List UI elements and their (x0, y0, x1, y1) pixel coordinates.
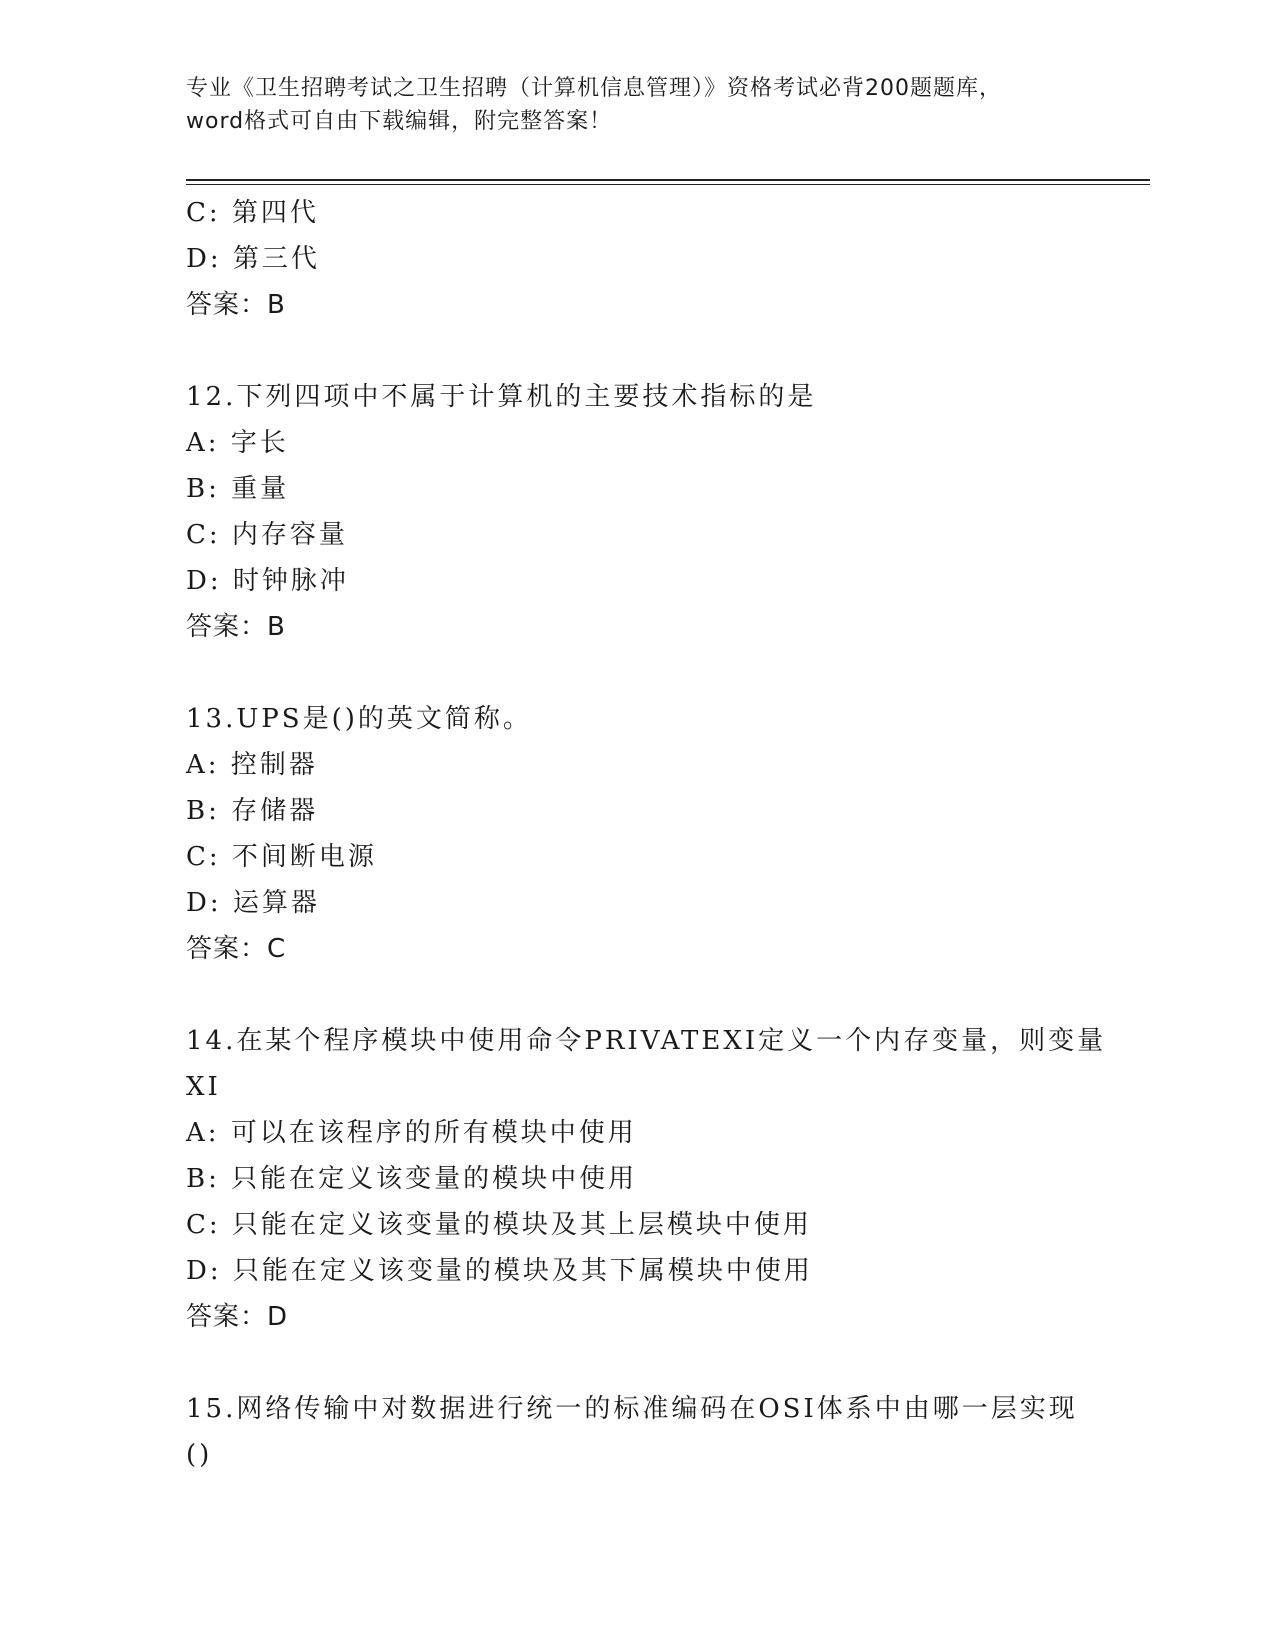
q12-option-c: C: 内存容量 (186, 520, 348, 550)
document-header (186, 72, 1086, 138)
q11-answer: 答案：B (186, 290, 286, 320)
q13-title: 13.UPS是()的英文简称。 (186, 704, 532, 734)
header-line-1: 专业《卫生招聘考试之卫生招聘（计算机信息管理）》资格考试必背200题题库， (186, 76, 1002, 101)
q14-option-c: C: 只能在定义该变量的模块及其上层模块中使用 (186, 1210, 812, 1240)
spacer (186, 650, 1086, 696)
spacer (186, 972, 1086, 1018)
q15-title-line-1: 15.网络传输中对数据进行统一的标准编码在OSI体系中由哪一层实现 (186, 1394, 1078, 1424)
spacer (186, 328, 1086, 374)
q12-title: 12.下列四项中不属于计算机的主要技术指标的是 (186, 382, 817, 412)
q14-option-b: B: 只能在定义该变量的模块中使用 (186, 1164, 638, 1194)
q12-answer: 答案：B (186, 612, 286, 642)
q11-option-c: C: 第四代 (186, 198, 319, 228)
q13-option-a: A: 控制器 (186, 750, 318, 780)
header-line-2: word格式可自由下载编辑，附完整答案！ (186, 109, 613, 134)
q14-title-line-1: 14.在某个程序模块中使用命令PRIVATEXI定义一个内存变量，则变量 (186, 1026, 1107, 1056)
header-divider-bottom (186, 184, 1150, 185)
q12-option-d: D: 时钟脉冲 (186, 566, 349, 596)
q11-option-d: D: 第三代 (186, 244, 320, 274)
q13-option-d: D: 运算器 (186, 888, 320, 918)
q14-option-d: D: 只能在定义该变量的模块及其下属模块中使用 (186, 1256, 813, 1286)
q13-option-c: C: 不间断电源 (186, 842, 377, 872)
q13-option-b: B: 存储器 (186, 796, 319, 826)
q14-option-a: A: 可以在该程序的所有模块中使用 (186, 1118, 637, 1148)
header-divider-top (186, 179, 1150, 181)
q12-option-a: A: 字长 (186, 428, 289, 458)
q14-title-line-2: XI (186, 1072, 221, 1102)
spacer (186, 1340, 1086, 1386)
q15-title-line-2: () (186, 1440, 213, 1470)
q14-answer: 答案：D (186, 1302, 289, 1332)
q12-option-b: B: 重量 (186, 474, 290, 504)
question-list (186, 190, 1107, 1478)
q13-answer: 答案：C (186, 934, 287, 964)
